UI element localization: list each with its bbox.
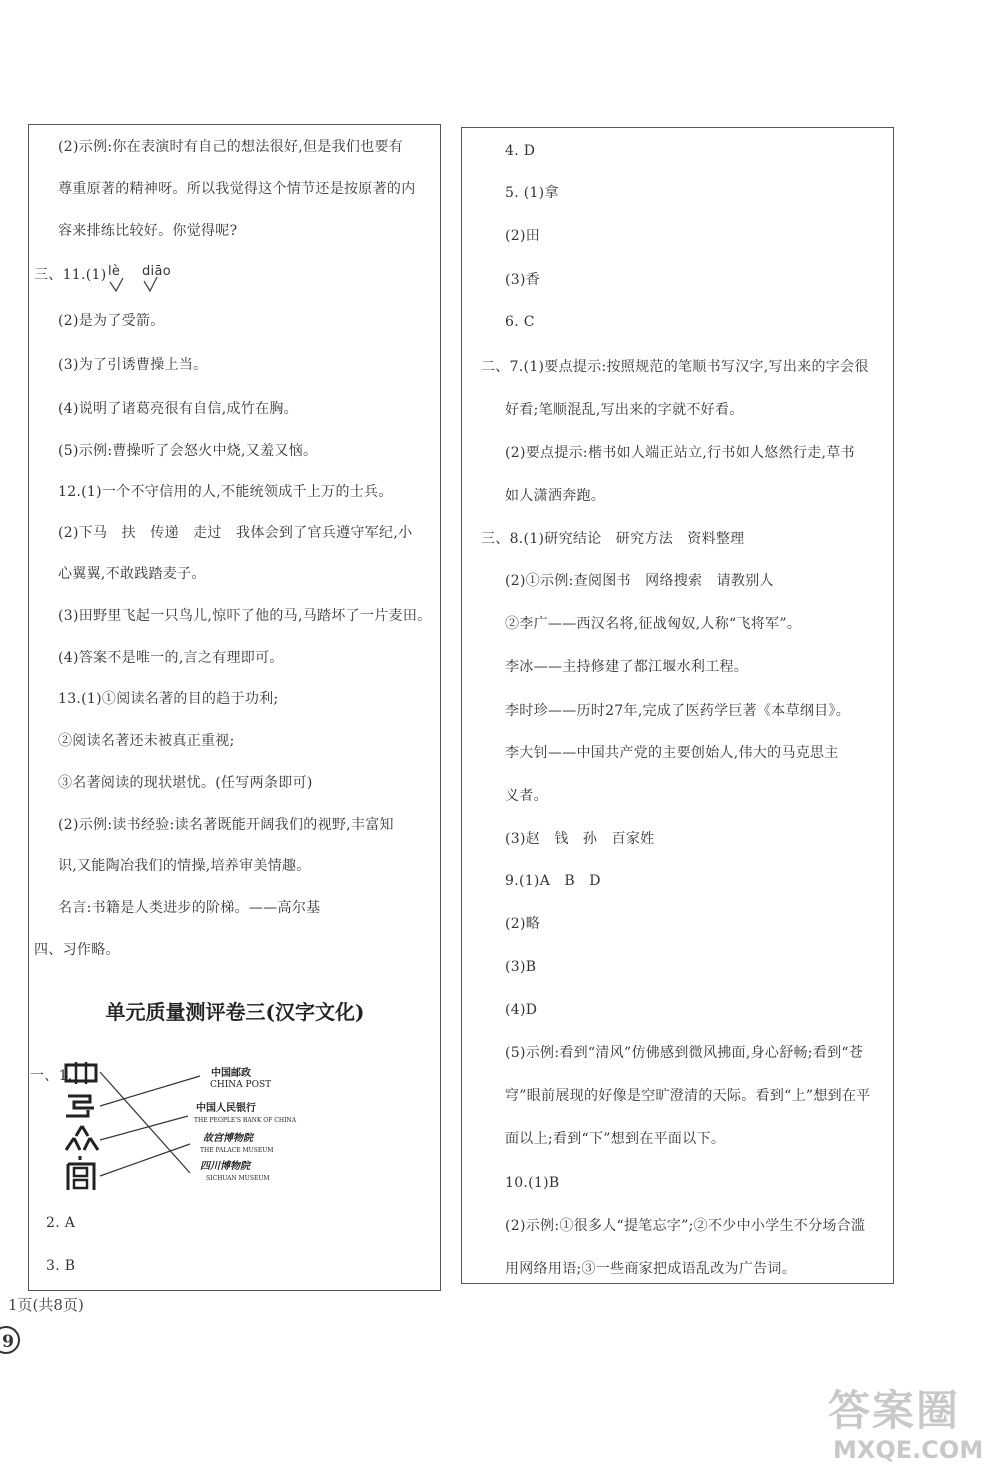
answer-line: (4)D — [505, 1002, 538, 1018]
answer-line: (3)为了引诱曹操上当。 — [58, 357, 208, 373]
answer-line: (5)示例:曹操听了会怒火中烧,又羞又恼。 — [58, 443, 318, 459]
answer-line: (2)要点提示:楷书如人端正站立,行书如人悠然行走,草书 — [505, 445, 855, 461]
answer-line: (3)赵 钱 孙 百家姓 — [505, 831, 655, 847]
answer-line: (2)下马 扶 传递 走过 我体会到了官兵遵守军纪,小 — [58, 525, 413, 541]
answer-line: 名言:书籍是人类进步的阶梯。——高尔基 — [58, 900, 321, 916]
pinyin-answer-1: lè — [108, 264, 121, 279]
answer-line: 三、11.(1) — [34, 267, 107, 283]
answer-line: 李冰——主持修建了都江堰水利工程。 — [505, 659, 749, 675]
answer-line: (2)示例:①很多人“提笔忘字”;②不少中小学生不分场合滥 — [505, 1218, 866, 1234]
answer-line: (2)略 — [505, 916, 541, 932]
answer-line: (3)B — [505, 959, 537, 975]
watermark-url: MXQE.COM — [833, 1436, 984, 1464]
answer-line: (2)①示例:查阅图书 网络搜索 请教别人 — [505, 573, 774, 589]
answer-line: (3)香 — [505, 272, 541, 288]
answer-line: 二、7.(1)要点提示:按照规范的笔顺书写汉字,写出来的字会很 — [481, 359, 869, 375]
answer-line: ③名著阅读的现状堪忧。(任写两条即可) — [58, 775, 313, 791]
logo-peoples-bank-en: THE PEOPLE'S BANK OF CHINA — [194, 1117, 297, 1124]
answer-line: 李时珍——历时27年,完成了医药学巨著《本草纲目》。 — [505, 703, 851, 719]
question-label: 一、1. — [30, 1068, 73, 1084]
logo-palace-museum: 故宫博物院 — [203, 1133, 253, 1144]
answer-line: (2)示例:你在表演时有自己的想法很好,但是我们也要有 — [58, 139, 404, 155]
answer-line: (3)田野里飞起一只鸟儿,惊吓了他的马,马踏坏了一片麦田。 — [58, 608, 432, 624]
answer-line: 容来排练比较好。你觉得呢? — [58, 223, 238, 239]
answer-line: 如人潇洒奔跑。 — [505, 488, 606, 504]
answer-line: 3. B — [46, 1258, 76, 1274]
ancient-glyph-4-icon — [68, 1156, 94, 1190]
logo-sichuan-museum-en: SICHUAN MUSEUM — [206, 1175, 270, 1182]
answer-line: ②阅读名著还未被真正重视; — [58, 733, 235, 749]
answer-line: 13.(1)①阅读名著的目的趋于功利; — [58, 691, 279, 707]
logo-palace-museum-en: THE PALACE MUSEUM — [200, 1147, 274, 1154]
ancient-glyph-1-icon — [66, 1062, 96, 1084]
watermark-text: 答案圈 — [828, 1386, 961, 1435]
answer-line: 心翼翼,不敢践踏麦子。 — [58, 566, 206, 582]
answer-line: 李大钊——中国共产党的主要创始人,伟大的马克思主 — [505, 745, 839, 761]
logo-china-post-en: CHINA POST — [210, 1080, 272, 1090]
site-watermark — [828, 1378, 988, 1468]
pinyin-answer-2: diāo — [142, 264, 171, 279]
answer-line: 2. A — [46, 1215, 76, 1231]
answer-line: 穹”眼前展现的好像是空旷澄清的天际。看到“上”想到在平 — [505, 1088, 871, 1104]
answer-line: 9.(1)A B D — [505, 873, 601, 889]
answer-line: (4)答案不是唯一的,言之有理即可。 — [58, 650, 284, 666]
answer-line: (5)示例:看到“清风”仿佛感到微风拂面,身心舒畅;看到“苍 — [505, 1045, 864, 1061]
answer-line: ②李广——西汉名将,征战匈奴,人称“飞将军”。 — [505, 616, 802, 632]
answer-line: 用网络用语;③一些商家把成语乱改为广告词。 — [505, 1261, 797, 1277]
answer-line: 10.(1)B — [505, 1175, 560, 1191]
logo-china-post: 中国邮政 — [211, 1068, 251, 1079]
answer-line: (2)是为了受箭。 — [58, 313, 165, 329]
answer-line: (2)田 — [505, 228, 541, 244]
answer-line: (2)示例:读书经验:读名著既能开阔我们的视野,丰富知 — [58, 817, 394, 833]
answer-line: 12.(1)一个不守信用的人,不能统领成千上万的士兵。 — [58, 484, 393, 500]
answer-line: 四、习作略。 — [34, 942, 120, 958]
page-number-badge: 9 — [0, 1326, 20, 1354]
answer-line: 三、8.(1)研究结论 研究方法 资料整理 — [481, 531, 745, 547]
answer-line: 尊重原著的精神呀。所以我觉得这个情节还是按原著的内 — [58, 181, 416, 197]
answer-line: 4. D — [505, 143, 536, 159]
answer-line: 义者。 — [505, 788, 548, 804]
answer-line: 面以上;看到“下”想到在平面以下。 — [505, 1131, 726, 1147]
check-marks-icon — [104, 276, 184, 296]
answer-line: 5. (1)拿 — [505, 185, 559, 201]
answer-line: 识,又能陶冶我们的情操,培养审美情趣。 — [58, 858, 311, 874]
answer-line: (4)说明了诸葛亮很有自信,成竹在胸。 — [58, 401, 298, 417]
ancient-glyph-3-icon — [66, 1126, 98, 1150]
answer-line: 好看;笔顺混乱,写出来的字就不好看。 — [505, 402, 744, 418]
answer-line: 6. C — [505, 314, 535, 330]
ancient-glyph-2-icon — [66, 1096, 94, 1116]
logo-sichuan-museum: 四川博物院 — [200, 1161, 250, 1172]
logo-peoples-bank: 中国人民银行 — [196, 1103, 256, 1114]
section-title: 单元质量测评卷三(汉字文化) — [105, 1000, 365, 1024]
page-count-footer: 1页(共8页) — [8, 1296, 84, 1314]
